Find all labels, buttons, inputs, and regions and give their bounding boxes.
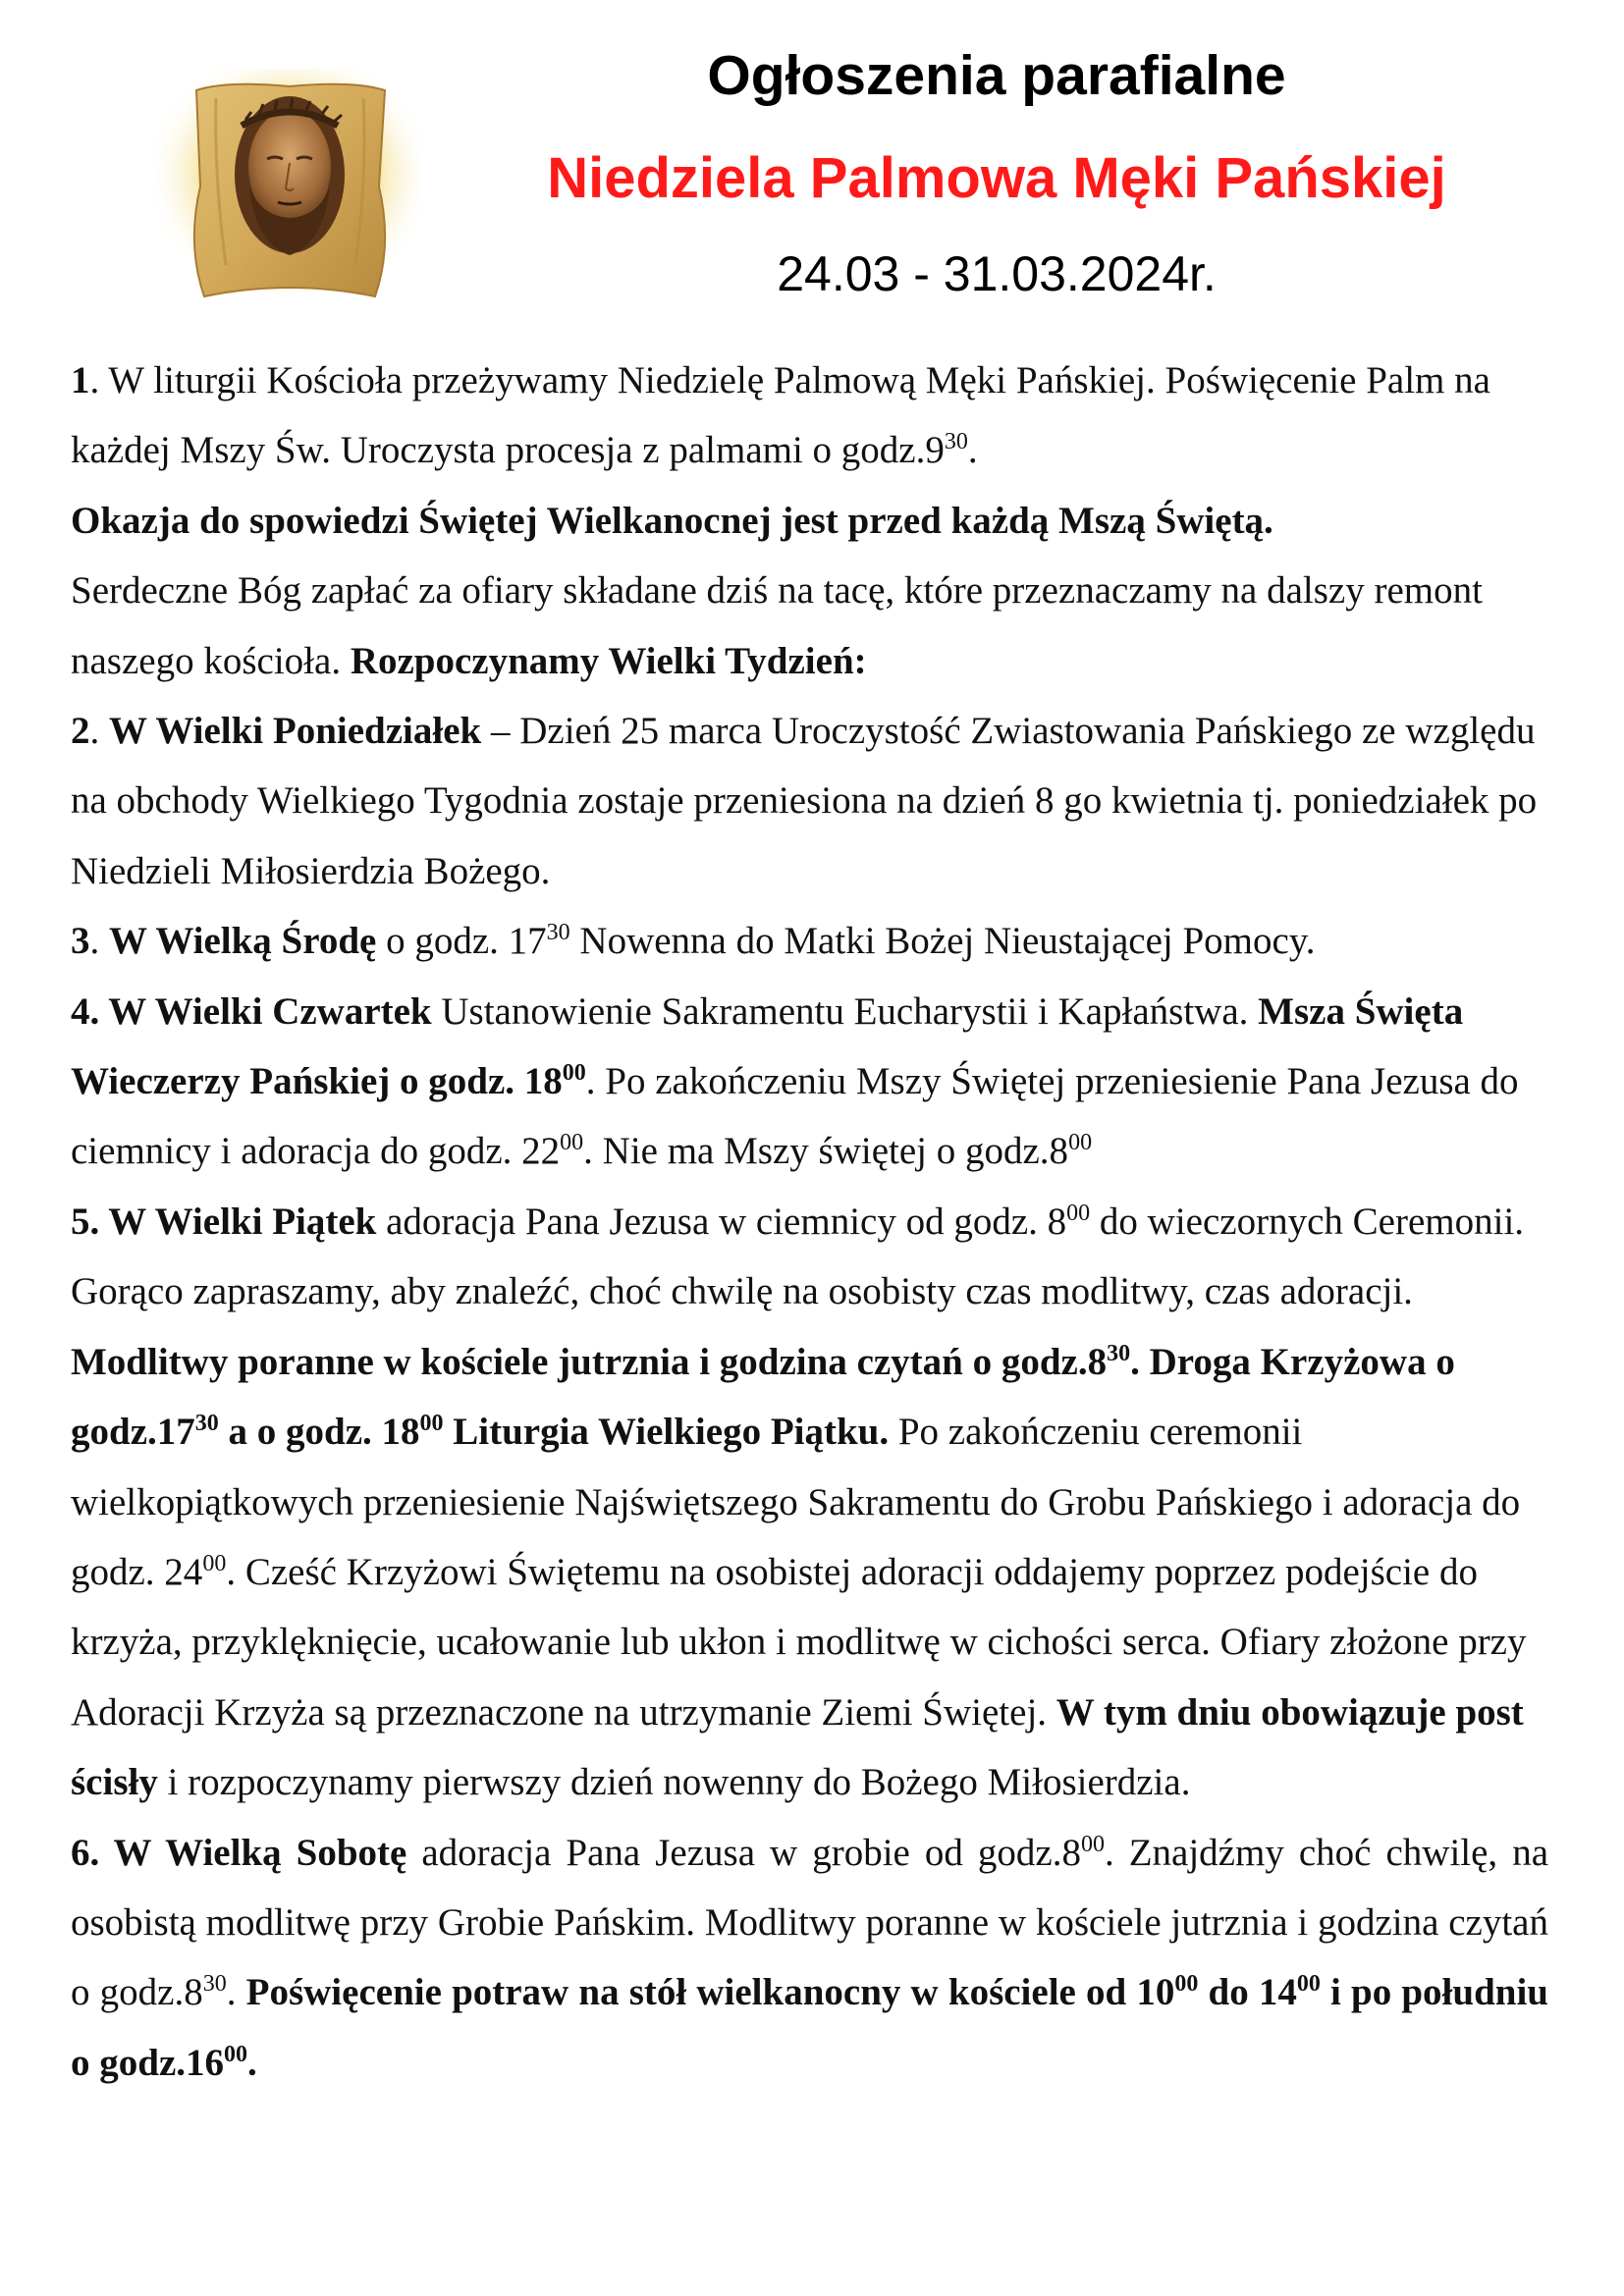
announcements-body: [71, 346, 1548, 2098]
announcement-1: 1. W liturgii Kościoła przeżywamy Niedzielę Palmową Męki Pańskiej. Poświęcenie Palm na każdej Mszy Św. Uroczysta procesja z palmami o $godz.9^{30}$.: [71, 359, 1490, 472]
announcement-header: [0, 0, 1624, 324]
announcement-6: 6. W Wielką Sobotę adoracja Pana Jezusa w grobie od $godz.8^{00}$. Znajdźmy choć chwilę, na osobistą modlitwę przy Grobie Pańskim. Modlitwy poranne w kościele jutrznia i godzina czytań o $godz.8^{30}$. Poświęcenie potraw na stół wielkanocny w kościele od $10^{00}$ do $14^{00}$ i po południu o $godz.16^{00}$.: [71, 1831, 1549, 2084]
date-range: 24.03 - 31.03.2024r.: [777, 246, 1217, 301]
announcement-4: 4. W Wielki Czwartek Ustanowienie Sakramentu Eucharystii i Kapłaństwa. Msza Święta Wieczerzy Pańskiej o godz. $18^{00}$. Po zakończeniu Mszy Świętej przeniesienie Pana Jezusa do ciemnicy i adoracja do godz. $22^{00}$. Nie ma Mszy świętej o $godz.8^{00}$: [71, 989, 1519, 1173]
announcement-2: 2. W Wielki Poniedziałek – Dzień 25 marca Uroczystość Zwiastowania Pańskiego ze względu na obchody Wielkiego Tygodnia zostaje przeniesiona na dzień 8 go kwietnia tj. poniedziałek po Niedzieli Miłosierdzia Bożego.: [71, 710, 1538, 892]
page-title: Ogłoszenia parafialne: [707, 44, 1286, 107]
holy-face-veil-icon: [157, 69, 422, 304]
announcement-5: 5. W Wielki Piątek adoracja Pana Jezusa w ciemnicy od godz. $8^{00}$ do wieczornych Ceremonii. Gorąco zapraszamy, aby znaleźć, choć chwilę na osobisty czas modlitwy, czas adoracji. Modlitwy poranne w kościele jutrznia i godzina czytań o $godz.8^{30}$. Droga Krzyżowa o $godz.17^{30}$ a o godz. $18^{00}$ Liturgia Wielkiego Piątku. Po zakończeniu ceremonii wielkopiątkowych przeniesienie Najświętszego Sakramentu do Grobu Pańskiego i adoracja do godz. $24^{00}$. Cześć Krzyżowi Świętemu na osobistej adoracji oddajemy poprzez podejście do krzyża, przyklęknięcie, ucałowanie lub ukłon i modlitwę w cichości serca. Ofiary złożone przy Adoracji Krzyża są przeznaczone na utrzymanie Ziemi Świętej. W tym dniu obowiązuje post ścisły i rozpoczynamy pierwszy dzień nowenny do Bożego Miłosierdzia.: [71, 1200, 1527, 1804]
page-subtitle: Niedziela Palmowa Męki Pańskiej: [547, 146, 1446, 210]
confession-note: Okazja do spowiedzi Świętej Wielkanocnej jest przed każdą Mszą Świętą.: [71, 499, 1273, 542]
offering-note: Serdeczne Bóg zapłać za ofiary składane dziś na tacę, które przeznaczamy na dalszy remont naszego kościoła. Rozpoczynamy Wielki Tydzień:: [71, 569, 1483, 682]
announcement-3: 3. W Wielką Środę o godz. $17^{30}$ Nowenna do Matki Bożej Nieustającej Pomocy.: [71, 920, 1316, 963]
